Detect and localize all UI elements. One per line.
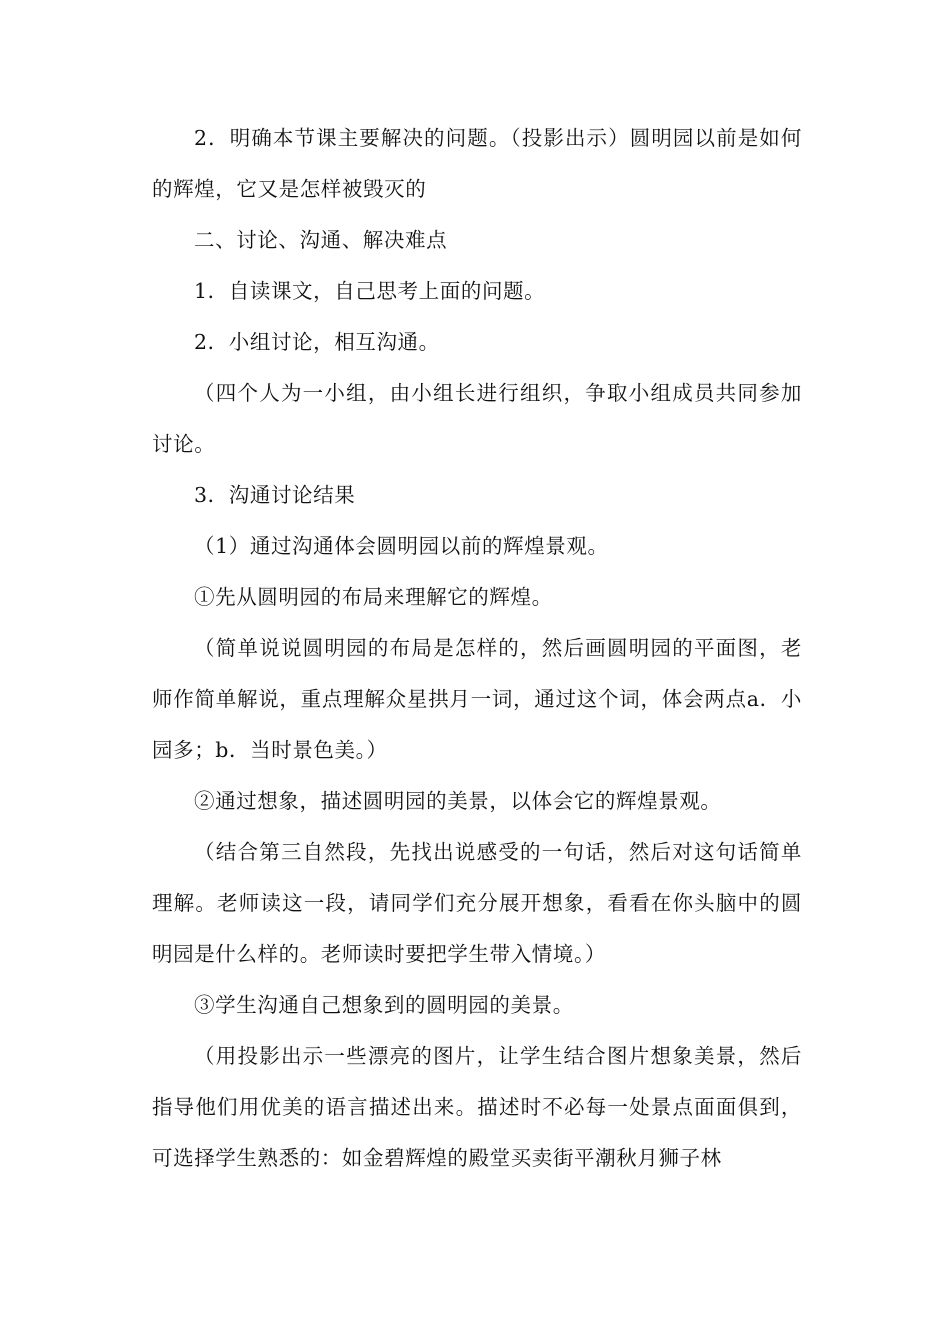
paragraph-layout-note: （简单说说圆明园的布局是怎样的，然后画圆明园的平面图，老师作简单解说，重点理解众星拱月一词，通过这个词，体会两点a．小园多；b．当时景色美。） [152,636,802,762]
paragraph-result-1: （1）通过沟通体会圆明园以前的辉煌景观。 [194,534,609,558]
paragraph-layout-understanding: ①先从圆明园的布局来理解它的辉煌。 [194,585,553,609]
paragraph-discussion-results: 3．沟通讨论结果 [194,483,356,507]
paragraph-imagination-note: （结合第三自然段，先找出说感受的一句话，然后对这句话简单理解。老师读这一段，请同学们充分展开想象，看看在你头脑中的圆明园是什么样的。老师读时要把学生带入情境。） [152,840,802,966]
paragraph-group-note: （四个人为一小组，由小组长进行组织，争取小组成员共同参加讨论。 [152,381,802,456]
paragraph-lesson-goal: 2．明确本节课主要解决的问题。（投影出示）圆明园以前是如何的辉煌，它又是怎样被毁灭的 [152,126,802,201]
paragraph-student-sharing: ③学生沟通自己想象到的圆明园的美景。 [194,993,574,1017]
paragraph-self-reading: 1．自读课文，自己思考上面的问题。 [194,279,546,303]
section-heading-discussion: 二、讨论、沟通、解决难点 [194,228,448,252]
paragraph-imagination: ②通过想象，描述圆明园的美景，以体会它的辉煌景观。 [194,789,722,813]
paragraph-projection-note: （用投影出示一些漂亮的图片，让学生结合图片想象美景，然后指导他们用优美的语言描述出来。描述时不必每一处景点面面俱到，可选择学生熟悉的：如金碧辉煌的殿堂买卖街平潮秋月狮子林 [152,1044,802,1170]
document-body [152,113,802,1184]
paragraph-group-discussion: 2．小组讨论，相互沟通。 [194,330,440,354]
